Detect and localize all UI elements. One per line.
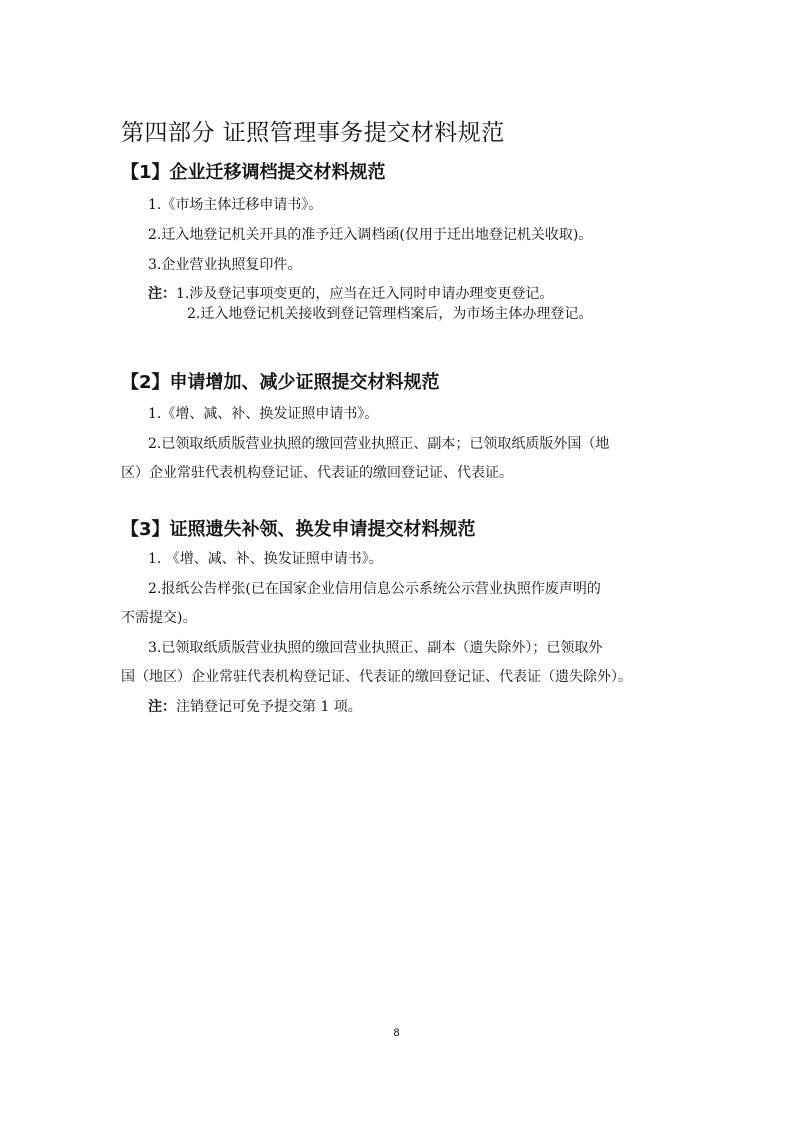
section-2-item-1: 1.《增、减、补、换发证照申请书》。 bbox=[148, 406, 379, 422]
section-1-note bbox=[148, 283, 553, 303]
section-1-item-3: 3.企业营业执照复印件。 bbox=[148, 257, 302, 273]
page-number: 8 bbox=[393, 1027, 400, 1039]
section-3-item-3-cont: 国（地区）企业常驻代表机构登记证、代表证的缴回登记证、代表证（遗失除外）。 bbox=[121, 669, 632, 685]
section-3-note bbox=[148, 696, 362, 716]
section-1-item-2: 2.迁入地登记机关开具的准予迁入调档函(仅用于迁出地登记机关收取)。 bbox=[148, 227, 593, 243]
note-label: 注： bbox=[148, 286, 176, 302]
section-2-heading: 【2】申请增加、减少证照提交材料规范 bbox=[121, 372, 440, 393]
section-3-item-2: 2.报纸公告样张(已在国家企业信用信息公示系统公示营业执照作废声明的 bbox=[148, 581, 601, 597]
section-1-item-1: 1.《市场主体迁移申请书》。 bbox=[148, 197, 323, 213]
section-3-item-3: 3.已领取纸质版营业执照的缴回营业执照正、副本（遗失除外）；已领取外 bbox=[148, 640, 603, 656]
section-2-item-2-cont: 区）企业常驻代表机构登记证、代表证的缴回登记证、代表证。 bbox=[121, 465, 513, 481]
section-3-item-2-cont: 不需提交)。 bbox=[121, 610, 197, 626]
section-1-note-1: 1.涉及登记事项变更的，应当在迁入同时申请办理变更登记。 bbox=[176, 286, 554, 302]
section-3-item-1: 1. 《增、减、补、换发证照申请书》。 bbox=[148, 551, 383, 567]
section-3-heading: 【3】证照遗失补领、换发申请提交材料规范 bbox=[121, 519, 476, 540]
section-3-note-text: 注销登记可免予提交第 1 项。 bbox=[176, 699, 362, 715]
note-label: 注： bbox=[148, 699, 176, 715]
section-1-heading: 【1】企业迁移调档提交材料规范 bbox=[121, 162, 386, 183]
page-title: 第四部分 证照管理事务提交材料规范 bbox=[121, 120, 505, 146]
section-2-item-2: 2.已领取纸质版营业执照的缴回营业执照正、副本；已领取纸质版外国（地 bbox=[148, 436, 610, 452]
section-1-note-2: 2.迁入地登记机关接收到登记管理档案后，为市场主体办理登记。 bbox=[187, 306, 593, 322]
